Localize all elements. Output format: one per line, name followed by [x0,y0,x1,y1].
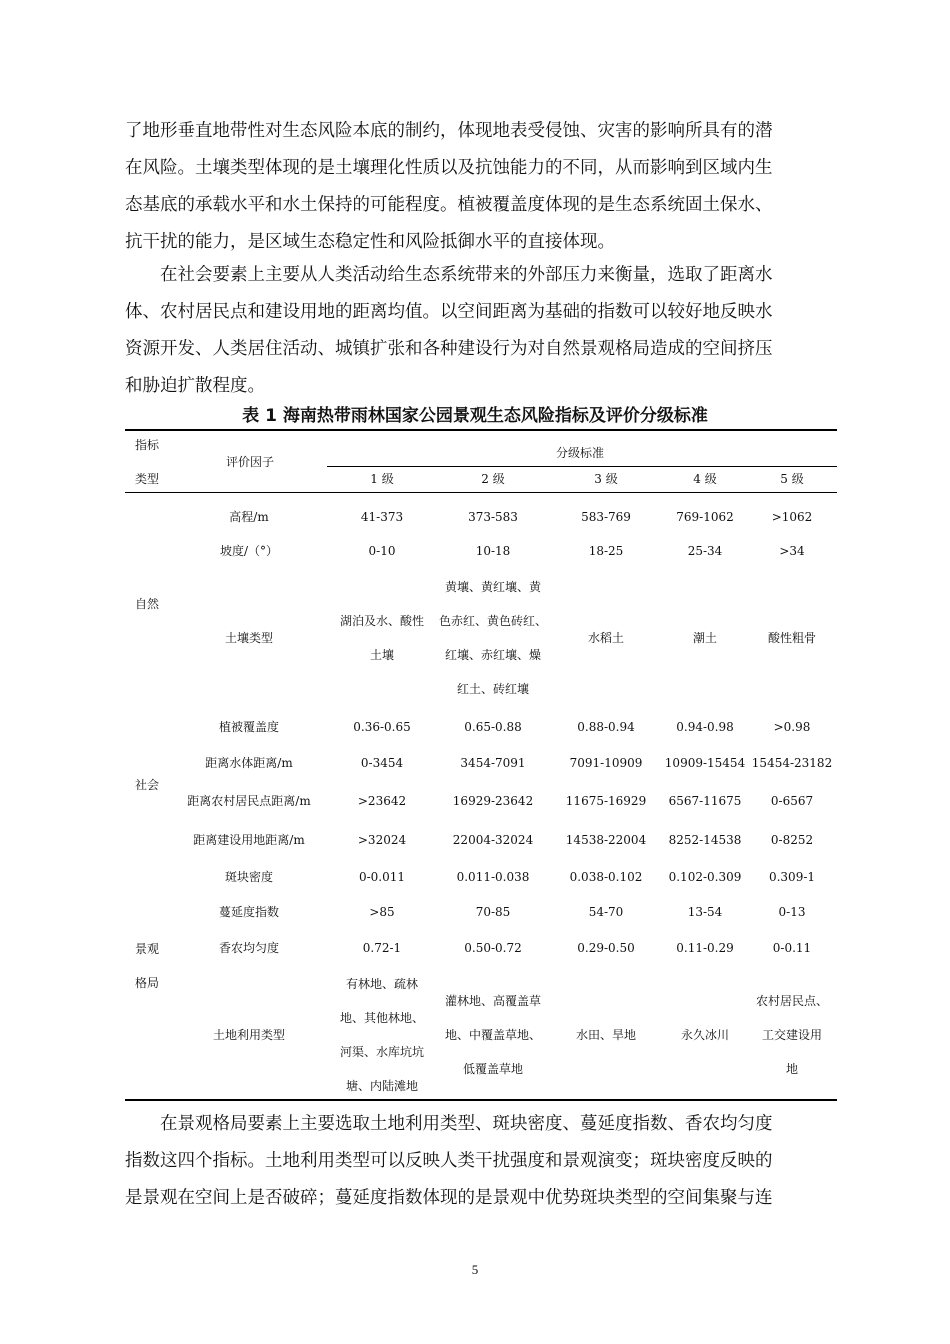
table-cell-line: 0.11-0.29 [676,941,734,955]
text-line: 是景观在空间上是否破碎；蔓延度指数体现的是景观中优势斑块类型的空间集聚与连 [125,1188,773,1208]
row-factor-line: 斑块密度 [224,870,273,884]
table-cell [558,746,654,780]
table-cell [328,746,436,780]
row-factor-line: 距离农村居民点距离/m [187,794,311,808]
table-cell [328,534,436,568]
header-indicator-type [117,428,177,496]
table-top-rule [125,429,837,431]
table-cell [558,710,654,744]
row-factor [174,784,324,818]
table-cell-line: 潮土 [692,631,717,645]
table-cell [657,823,753,857]
text-line: 在社会要素上主要从人类活动给生态系统带来的外部压力来衡量，选取了距离水 [125,265,773,285]
row-factor-line: 植被覆盖度 [218,720,279,734]
table-cell-line: 70-85 [475,905,511,919]
table-cell [747,500,837,534]
row-factor-line: 土壤类型 [224,631,273,645]
group-label [117,768,177,802]
table-cell-line: 0-0.011 [358,870,406,884]
table-cell-line: 0.65-0.88 [464,720,522,734]
table-cell-line: 0-3454 [360,756,404,770]
table-cell-line: 有林地、疏林 [345,977,418,991]
paragraph-intro-continued [125,113,837,261]
table-cell-line: 10909-15454 [664,756,746,770]
group-label-line: 景观 [134,942,159,956]
table-cell [747,534,837,568]
table-cell-line: 41-373 [360,510,404,524]
paragraph-social-factors [125,257,837,405]
text-line: 态基底的承载水平和水土保持的可能程度。植被覆盖度体现的是生态系统固土保水、 [125,195,773,215]
table-caption: 表 1 海南热带雨林国家公园景观生态风险指标及评价分级标准 [242,406,708,426]
table-cell [434,895,552,929]
text-line: 和胁迫扩散程度。 [125,376,265,396]
table-cell-line: 0-13 [778,905,806,919]
table-cell-line: 0.102-0.309 [668,870,742,884]
table-cell-line: 工交建设用 [761,1028,822,1042]
header-level-1: 1 级 [370,472,394,486]
row-factor-line: 土地利用类型 [212,1028,285,1042]
table-cell-line: 地 [785,1062,798,1076]
row-factor-line: 距离建设用地距离/m [193,833,305,847]
table-cell [328,784,436,818]
table-cell [747,931,837,965]
table-cell [434,823,552,857]
table-cell [558,895,654,929]
row-factor [174,746,324,780]
table-cell-line: >23642 [357,794,407,808]
header-grading-standard: 分级标准 [555,446,604,460]
table-cell [434,984,552,1086]
table-cell [747,710,837,744]
table-cell-line: 0-10 [368,544,396,558]
table-cell-line: 18-25 [588,544,624,558]
table-cell [747,621,837,655]
group-label-line: 自然 [134,597,159,611]
table-cell-line: 0.038-0.102 [569,870,643,884]
table-cell-line: 8252-14538 [668,833,742,847]
table-cell-line: 11675-16929 [565,794,647,808]
row-factor-line: 蔓延度指数 [218,905,279,919]
table-cell [434,746,552,780]
table-cell-line: 0.36-0.65 [353,720,411,734]
table-cell-line: 土壤 [369,648,394,662]
table-cell-line: 14538-22004 [565,833,647,847]
row-factor-line: 坡度/（°） [219,544,279,558]
table-cell [657,895,753,929]
row-factor-line: 香农均匀度 [218,941,279,955]
row-factor [174,895,324,929]
table-cell-line: 色赤红、黄色砖红、 [438,614,547,628]
table-cell-line: 地、其他林地、 [339,1011,424,1025]
table-cell-line: 7091-10909 [569,756,643,770]
table-cell-line: 6567-11675 [668,794,742,808]
table-cell-line: 769-1062 [676,510,734,524]
table-cell-line: 0-6567 [770,794,814,808]
table-cell-line: 0.011-0.038 [456,870,530,884]
table-cell-line: 农村居民点、 [755,994,828,1008]
group-label [117,587,177,621]
table-cell-line: 0.94-0.98 [676,720,734,734]
table-cell-line: 583-769 [581,510,631,524]
table-cell [558,931,654,965]
table-cell [434,534,552,568]
row-factor [174,534,324,568]
table-cell [328,710,436,744]
table-cell-line: 水稻土 [587,631,624,645]
table-cell [657,746,753,780]
table-cell-line: >85 [369,905,395,919]
table-cell-line: 永久冰川 [680,1028,729,1042]
table-cell-line: 低覆盖草地 [462,1062,523,1076]
header-indicator-type-line: 指标 [134,438,159,452]
text-line: 了地形垂直地带性对生态风险本底的制约，体现地表受侵蚀、灾害的影响所具有的潜 [125,121,773,141]
header-level-3: 3 级 [594,472,618,486]
table-cell [434,860,552,894]
header-level-4: 4 级 [693,472,717,486]
table-cell [558,500,654,534]
table-cell [434,710,552,744]
table-cell [558,534,654,568]
text-line: 指数这四个指标。土地利用类型可以反映人类干扰强度和景观演变；斑块密度反映的 [125,1151,773,1171]
table-bottom-rule [125,1099,837,1101]
table-cell-line: >1062 [771,510,813,524]
table-cell [328,895,436,929]
table-cell-line: 湖泊及水、酸性 [339,614,424,628]
table-cell [558,1018,654,1052]
table-cell-line: 16929-23642 [452,794,534,808]
table-cell-line: 塘、内陆滩地 [345,1079,418,1093]
row-factor-line: 距离水体距离/m [205,756,293,770]
page-number: 5 [471,1262,479,1277]
table-cell-line: 河渠、水库坑坑 [339,1045,424,1059]
table-cell-line: 酸性粗骨 [767,631,816,645]
table-cell [747,895,837,929]
table-cell [328,931,436,965]
table-cell [747,746,837,780]
row-factor-line: 高程/m [229,510,269,524]
header-level-2: 2 级 [481,472,505,486]
text-line: 在风险。土壤类型体现的是土壤理化性质以及抗蚀能力的不同，从而影响到区域内生 [125,158,773,178]
row-factor [174,1018,324,1052]
text-line: 抗干扰的能力，是区域生态稳定性和风险抵御水平的直接体现。 [125,232,615,252]
table-cell [657,860,753,894]
header-indicator-type-line: 类型 [134,472,159,486]
table-cell [434,784,552,818]
table-cell-line: 0-8252 [770,833,814,847]
table-cell [558,823,654,857]
text-line: 体、农村居民点和建设用地的距离均值。以空间距离为基础的指数可以较好地反映水 [125,302,773,322]
group-label-line: 格局 [134,976,159,990]
table-cell-line: 0.88-0.94 [577,720,635,734]
table-cell-line: 红土、砖红壤 [456,682,529,696]
table-cell [657,784,753,818]
paragraph-landscape-factors [125,1106,837,1217]
table-cell-line: 黄壤、黄红壤、黄 [444,580,541,594]
table-cell [558,784,654,818]
table-cell-line: 0.50-0.72 [464,941,522,955]
row-factor [174,823,324,857]
table-cell-line: 373-583 [468,510,518,524]
table-cell [328,967,436,1103]
table-cell [434,570,552,706]
text-line: 资源开发、人类居住活动、城镇扩张和各种建设行为对自然景观格局造成的空间挤压 [125,339,773,359]
table-cell [558,860,654,894]
table-cell [747,784,837,818]
table-cell-line: >34 [779,544,805,558]
table-cell [328,823,436,857]
table-cell-line: 54-70 [588,905,624,919]
table-cell-line: >32024 [357,833,407,847]
table-cell [328,860,436,894]
table-cell-line: 0.309-1 [768,870,816,884]
table-cell-line: 0.72-1 [362,941,402,955]
table-cell-line: 水田、旱地 [575,1028,636,1042]
row-factor [174,500,324,534]
table-cell [328,500,436,534]
table-cell-line: 红壤、赤红壤、燥 [444,648,541,662]
table-cell [747,823,837,857]
table-cell [328,604,436,672]
table-cell [657,1018,753,1052]
table-cell [747,984,837,1086]
header-factor: 评价因子 [225,455,274,469]
table-cell-line: 25-34 [687,544,723,558]
table-cell [657,931,753,965]
table-cell-line: 地、中覆盖草地、 [444,1028,541,1042]
row-factor [174,621,324,655]
table-cell [657,534,753,568]
table-cell-line: 3454-7091 [460,756,526,770]
table-cell [657,500,753,534]
header-level-5: 5 级 [780,472,804,486]
group-label-line: 社会 [134,778,159,792]
table-cell-line: 22004-32024 [452,833,534,847]
row-factor [174,710,324,744]
text-line: 在景观格局要素上主要选取土地利用类型、斑块密度、蔓延度指数、香农均匀度 [125,1114,773,1134]
table-cell [657,621,753,655]
table-cell [558,621,654,655]
table-cell-line: 灌林地、高覆盖草 [444,994,541,1008]
table-cell-line: 13-54 [687,905,723,919]
table-cell-line: >0.98 [773,720,811,734]
table-cell [747,860,837,894]
table-cell [657,710,753,744]
table-cell-line: 0-0.11 [772,941,812,955]
row-factor [174,931,324,965]
table-cell-line: 15454-23182 [751,756,833,770]
group-label [117,932,177,1000]
table-cell [434,500,552,534]
table-cell-line: 10-18 [475,544,511,558]
table-cell [434,931,552,965]
row-factor [174,860,324,894]
table-cell-line: 0.29-0.50 [577,941,635,955]
